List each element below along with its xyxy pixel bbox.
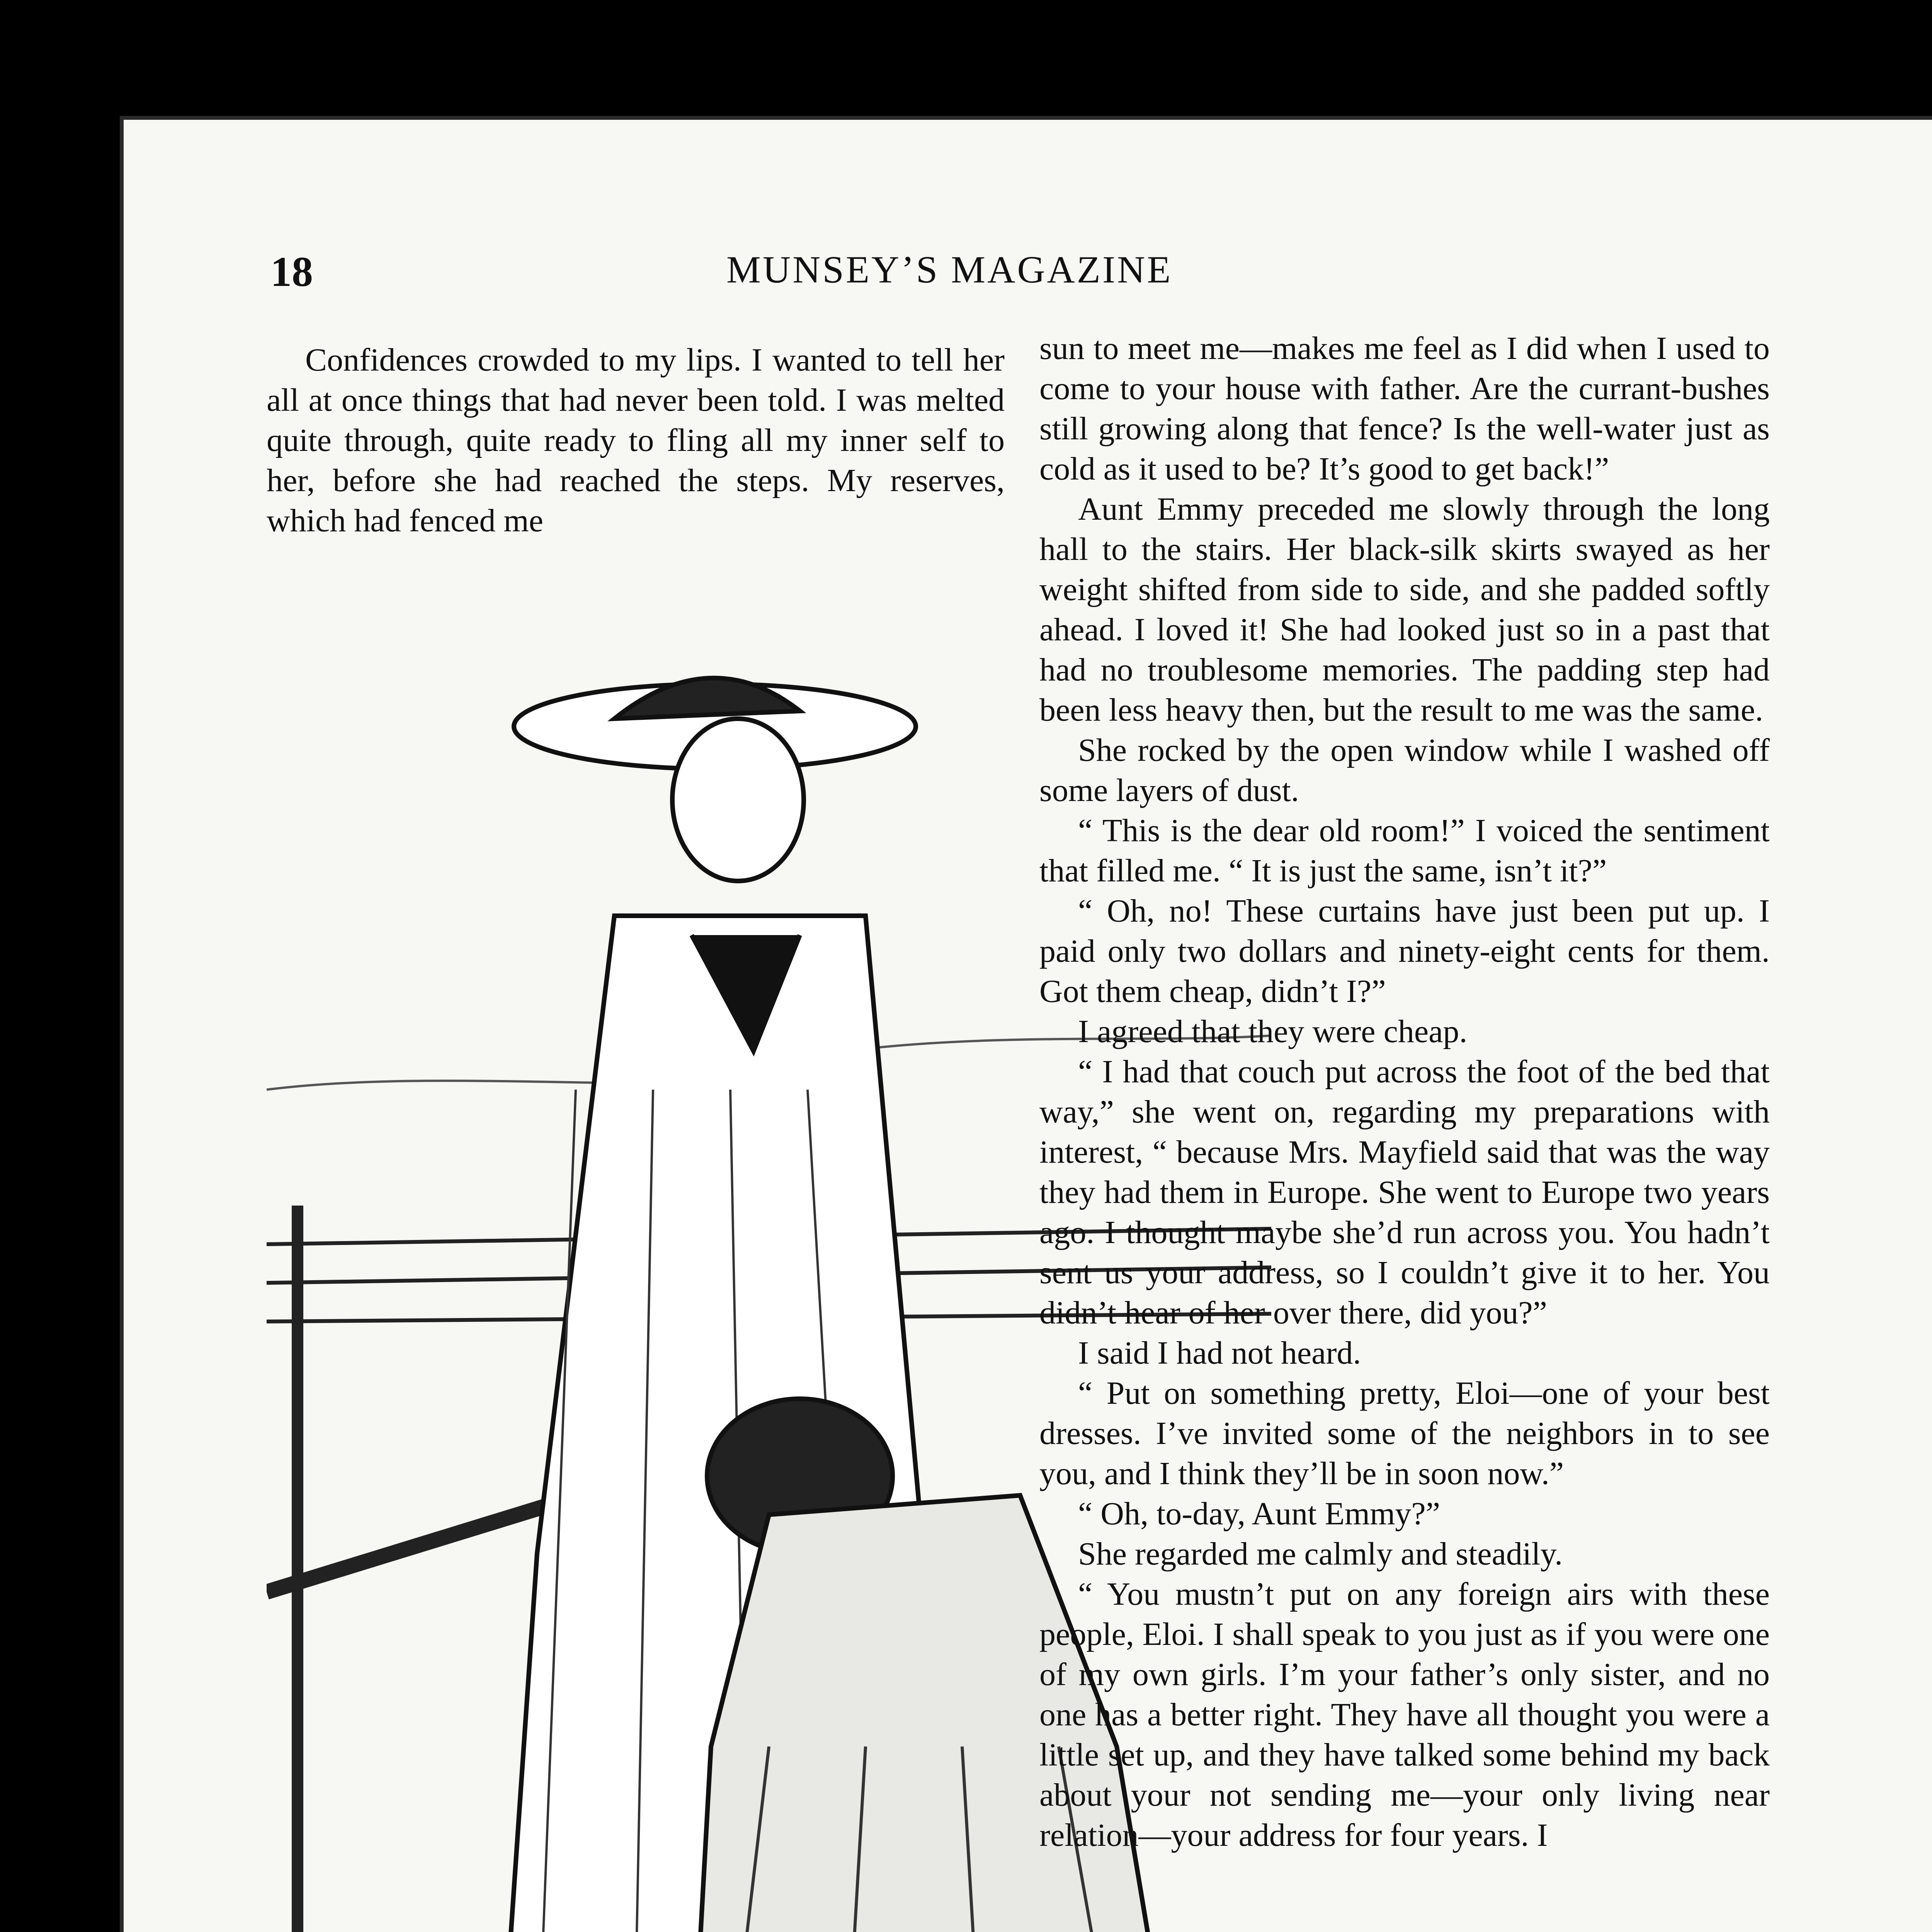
paragraph: sun to meet me—makes me feel as I did when I used to come to your house with father. Are the currant-bushes still growing along that fence? Is the well-water just as cold as it used to be? It’s good to get back!” xyxy=(1039,330,1770,487)
magazine-title: MUNSEY’S MAGAZINE xyxy=(726,248,1173,291)
paragraph: Confidences crowded to my lips. I wanted to tell her all at once things that had never been told. I was melted quite through, quite ready to fling all my inner self to her, before she had reached the steps. My reserves, which had fenced me xyxy=(267,342,1005,539)
right-column xyxy=(1039,328,1770,1855)
paragraph: Aunt Emmy preceded me slowly through the long hall to the stairs. Her black-silk skirts swayed as her weight shifted from side to side, and she padded softly ahead. I loved it! She had looked just so in a past that had no troublesome memories. The padding step had been less heavy then, but the result to me was the same. xyxy=(1039,491,1770,728)
paragraph: “ Oh, to-day, Aunt Emmy?” xyxy=(1078,1496,1440,1532)
page-header xyxy=(270,247,1797,301)
paragraph: She regarded me calmly and steadily. xyxy=(1078,1536,1563,1572)
paragraph: “ I had that couch put across the foot of the bed that way,” she went on, regarding my preparations with interest, “ because Mrs. Mayfield said that was the way they had them in Europe. She went to Europe two years ago. I thought maybe she’d run across you. You hadn’t sent us your address, so I couldn’t give it to her. You didn’t hear of her over there, did you?” xyxy=(1039,1054,1770,1331)
page-number: 18 xyxy=(270,248,313,295)
paragraph: “ You mustn’t put on any foreign airs with these people, Eloi. I shall speak to you just as if you were one of my own girls. I’m your father’s only sister, and no one has a better right. They have all thought you were a little set up, and they have talked some behind my back about your not sending me—your only living near relation—your address for four years. I xyxy=(1039,1576,1770,1853)
paragraph: “ Oh, no! These curtains have just been put up. I paid only two dollars and ninety-eight cents for them. Got them cheap, didn’t I?” xyxy=(1039,893,1770,1009)
paragraph: I agreed that they were cheap. xyxy=(1078,1014,1468,1049)
paragraph: “ This is the dear old room!” I voiced the sentiment that filled me. “ It is just the same, isn’t it?” xyxy=(1039,813,1770,889)
left-column-top xyxy=(267,340,1005,541)
paragraph: She rocked by the open window while I washed off some layers of dust. xyxy=(1039,732,1770,808)
paragraph: I said I had not heard. xyxy=(1078,1335,1361,1371)
paragraph: “ Put on something pretty, Eloi—one of your best dresses. I’ve invited some of the neighbors in to see you, and I think they’ll be in soon now.” xyxy=(1039,1375,1770,1492)
